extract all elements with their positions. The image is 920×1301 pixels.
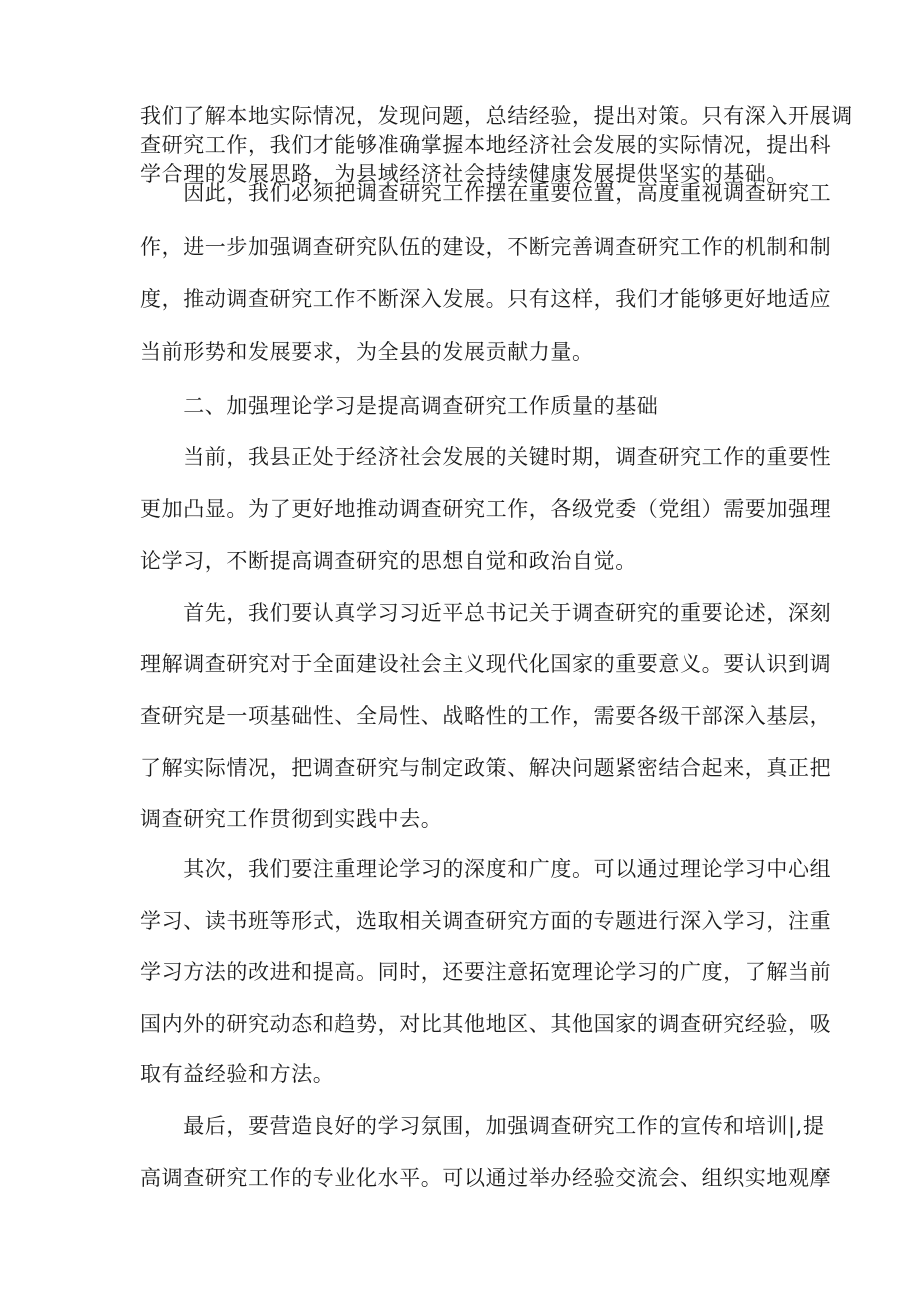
text-line: 理解调查研究对于全面建设社会主义现代化国家的重要意义。要认识到调 bbox=[140, 652, 832, 676]
text-line: 其次，我们要注重理论学习的深度和广度。可以通过理论学习中心组 bbox=[140, 857, 832, 881]
text-line: 当前，我县正处于经济社会发展的关键时期，调查研究工作的重要性 bbox=[140, 445, 832, 469]
text-line: 调查研究工作贯彻到实践中去。 bbox=[140, 807, 443, 831]
text-line: 了解实际情况，把调查研究与制定政策、解决问题紧密结合起来，真正把 bbox=[140, 756, 832, 780]
text-line: 国内外的研究动态和趋势，对比其他地区、其他国家的调查研究经验，吸 bbox=[140, 1012, 832, 1036]
text-line: 查研究工作，我们才能够准确掌握本地经济社会发展的实际情况，提出科 bbox=[140, 133, 832, 157]
text-line: 学习、读书班等形式，选取相关调查研究方面的专题进行深入学习，注重 bbox=[140, 909, 832, 933]
text-line: 度，推动调查研究工作不断深入发展。只有这样，我们才能够更好地适应 bbox=[140, 287, 832, 311]
text-line: 首先，我们要认真学习习近平总书记关于调查研究的重要论述，深刻 bbox=[140, 601, 832, 625]
text-line: 论学习，不断提高调查研究的思想自觉和政治自觉。 bbox=[140, 549, 637, 573]
text-line: 因此，我们必须把调查研究工作摆在重要位置，高度重视调查研究工 bbox=[140, 181, 832, 205]
text-line: 查研究是一项基础性、全局性、战略性的工作，需要各级干部深入基层， bbox=[140, 704, 832, 728]
text-line: 高调查研究工作的专业化水平。可以通过举办经验交流会、组织实地观摩 bbox=[140, 1166, 832, 1190]
text-line: 学习方法的改进和提高。同时，还要注意拓宽理论学习的广度，了解当前 bbox=[140, 960, 832, 984]
section-heading-text: 二、加强理论学习是提高调查研究工作质量的基础 bbox=[140, 394, 659, 418]
text-line: 作，进一步加强调查研究队伍的建设，不断完善调查研究工作的机制和制 bbox=[140, 235, 832, 259]
text-line: 当前形势和发展要求，为全县的发展贡献力量。 bbox=[140, 340, 594, 364]
text-line: 学合理的发展思路，为县域经济社会持续健康发展提供坚实的基础。 bbox=[140, 162, 788, 186]
text-line: 最后，要营造良好的学习氛围，加强调查研究工作的宣传和培训|,提 bbox=[140, 1114, 825, 1138]
text-line: 更加凸显。为了更好地推动调查研究工作，各级党委（党组）需要加强理 bbox=[140, 497, 832, 521]
text-line: 取有益经验和方法。 bbox=[140, 1062, 335, 1086]
text-line: 我们了解本地实际情况，发现问题，总结经验，提出对策。只有深入开展调 bbox=[140, 104, 853, 128]
